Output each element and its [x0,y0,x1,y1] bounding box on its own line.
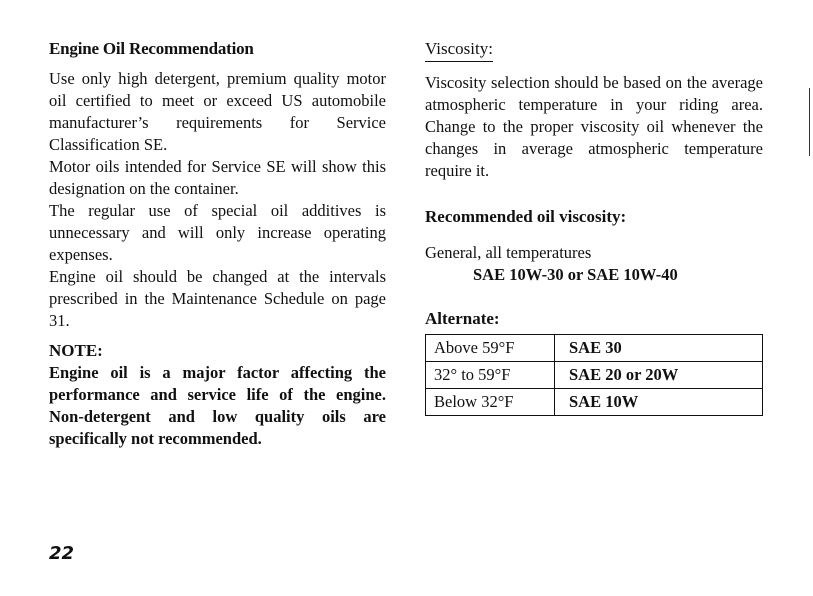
right-column [425,38,763,416]
table-cell-grade: SAE 30 [555,335,763,362]
table-row [426,335,763,362]
table-row [426,362,763,389]
page-title: Engine Oil Recommendation [49,39,254,58]
note-label: NOTE: [49,341,103,360]
table-cell-temperature: Above 59°F [426,335,555,362]
recommended-viscosity-heading: Recommended oil viscosity: [425,207,627,226]
paragraph-service-designation: Motor oils intended for Service SE will show this designation on the container. [49,157,386,198]
table-cell-temperature: 32° to 59°F [426,362,555,389]
page-number: 22 [49,543,75,564]
note-text: Engine oil is a major factor affecting the performance and service life of the engine. Non-detergent and low quality oils are specifically not recommended. [49,363,386,448]
paragraph-additives: The regular use of special oil additives is unnecessary and will only increase operating expenses. [49,201,386,264]
table-cell-grade: SAE 10W [555,389,763,416]
viscosity-heading: Viscosity: [425,38,493,62]
paragraph-oil-quality: Use only high detergent, premium quality motor oil certified to meet or exceed US automobile manufacturer’s requirements for Service Classification SE. [49,69,386,154]
viscosity-paragraph: Viscosity selection should be based on the average atmospheric temperature in your riding area. Change to the proper viscosity oil whenever the changes in average atmospheric temperature require it. [425,73,763,180]
viscosity-table [425,334,763,416]
page-edge-mark [809,88,810,156]
table-cell-temperature: Below 32°F [426,389,555,416]
general-temperatures-label: General, all temperatures [425,243,592,262]
table-cell-grade: SAE 20 or 20W [555,362,763,389]
paragraph-change-interval: Engine oil should be changed at the intervals prescribed in the Maintenance Schedule on page 31. [49,267,386,330]
general-oil-grade: SAE 10W-30 or SAE 10W-40 [473,265,678,284]
table-row [426,389,763,416]
left-column [49,38,386,450]
alternate-heading: Alternate: [425,309,500,328]
